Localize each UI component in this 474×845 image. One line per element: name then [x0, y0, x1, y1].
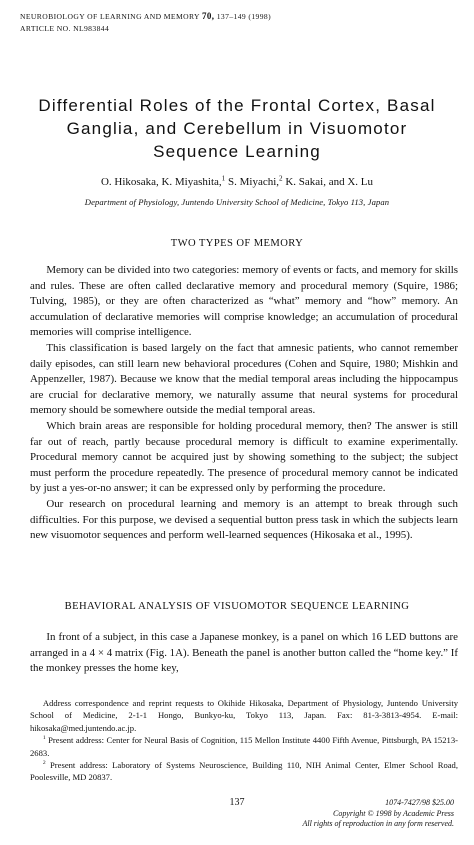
journal-name: NEUROBIOLOGY OF LEARNING AND MEMORY [20, 12, 200, 21]
journal-pages: 137–149 (1998) [216, 12, 272, 21]
rights-reserved: All rights of reproduction in any form reserved. [302, 819, 454, 829]
footnote-1-text: Present address: Center for Neural Basis of Cognition, 115 Mellon Institute 4400 Fifth Avenue, Pittsburgh, PA 15213-2683. [30, 735, 458, 758]
section-heading-behavioral-analysis: BEHAVIORAL ANALYSIS OF VISUOMOTOR SEQUENCE LEARNING [64, 601, 410, 612]
footnotes [30, 697, 458, 784]
paragraph: Which brain areas are responsible for holding procedural memory, then? The answer is still far out of reach, partly because procedural memory is difficult to examine experimentally. Procedural memory cannot be acquired just by showing something to the subject; the subject must perform the procedure repeatedly. The presence of procedural memory cannot be indicated by just a yes-or-no answer; it can be expressed only by performing the procedure. [30, 419, 458, 495]
paragraph: Our research on procedural learning and memory is an attempt to break through such difficulties. For this purpose, we devised a sequential button press task in which the subjects learn new visuomotor sequences and perform well-learned sequences (Hikosaka et al., 1995). [30, 497, 458, 542]
footnote-mark-1: 1 [42, 735, 46, 742]
title-line-3: Sequence Learning [153, 142, 321, 161]
section-heading-types-of-memory: TWO TYPES OF MEMORY [170, 238, 304, 249]
article-number: ARTICLE NO. NL983844 [20, 24, 110, 33]
affiliation: Department of Physiology, Juntendo University School of Medicine, Tokyo 113, Japan [84, 197, 390, 207]
paragraph: This classification is based largely on the fact that amnesic patients, who cannot remember daily episodes, can still learn new behavioral procedures (Cohen and Squire, 1980; Mishkin and Appenzeller, 1987). Because we know that the medial temporal areas including the hippocampus are crucial for declarative memory, we naturally assume that neural systems for procedural memory should be somewhere outside the medial temporal areas. [30, 341, 458, 417]
author-superscript-1: 1 [221, 174, 226, 183]
author-list [0, 176, 474, 188]
footnote-1 [30, 734, 458, 759]
paragraph: In front of a subject, in this case a Japanese monkey, is a panel on which 16 LED buttons are arranged in a 4 × 4 matrix (Fig. 1A). Beneath the panel is another button called the “home key.” If the monkey presses the home key, [30, 631, 458, 675]
footnote-correspondence: Address correspondence and reprint requests to Okihide Hikosaka, Department of Physiology, Juntendo University School of Medicine, 2-1-1 Hongo, Bunkyo-ku, Tokyo 113, Japan. Fax: 81-3-3813-4954. E-mail: hikosaka@med.juntendo.ac.jp. [30, 698, 458, 733]
section-2-body [30, 630, 458, 677]
title-line-1: Differential Roles of the Frontal Cortex, Basal [38, 96, 436, 115]
title-line-2: Ganglia, and Cerebellum in Visuomotor [66, 119, 408, 138]
publisher-notice [302, 798, 454, 830]
page-number: 137 [229, 797, 245, 808]
issn-price: 1074-7427/98 $25.00 [385, 798, 454, 807]
author-text-1: O. Hikosaka, K. Miyashita, [100, 176, 222, 188]
section-1-body [30, 263, 458, 544]
running-header [20, 10, 271, 35]
author-text-3: K. Sakai, and X. Lu [282, 176, 374, 188]
journal-citation [20, 10, 271, 23]
footnote-2-text: Present address: Laboratory of Systems Neuroscience, Building 110, NIH Animal Center, Elmer School Road, Poolesville, MD 20837. [30, 760, 458, 783]
footnote-2 [30, 759, 458, 784]
paper-title [0, 94, 474, 163]
author-text-2: S. Miyachi, [225, 176, 280, 188]
author-superscript-2: 2 [279, 174, 283, 183]
footnote-mark-2: 2 [42, 760, 46, 767]
journal-volume: 70, [201, 11, 215, 21]
paragraph: Memory can be divided into two categories: memory of events or facts, and memory for skills and rules. These are often called declarative memory and procedural memory (Squire, 1986; Tulving, 1985), or they are often characterized as “what” memory and “how” memory. An accumulation of declarative memories will comprise knowledge; an accumulation of procedural memories will comprise intelligence. [30, 264, 458, 339]
copyright: Copyright © 1998 by Academic Press [333, 808, 454, 818]
